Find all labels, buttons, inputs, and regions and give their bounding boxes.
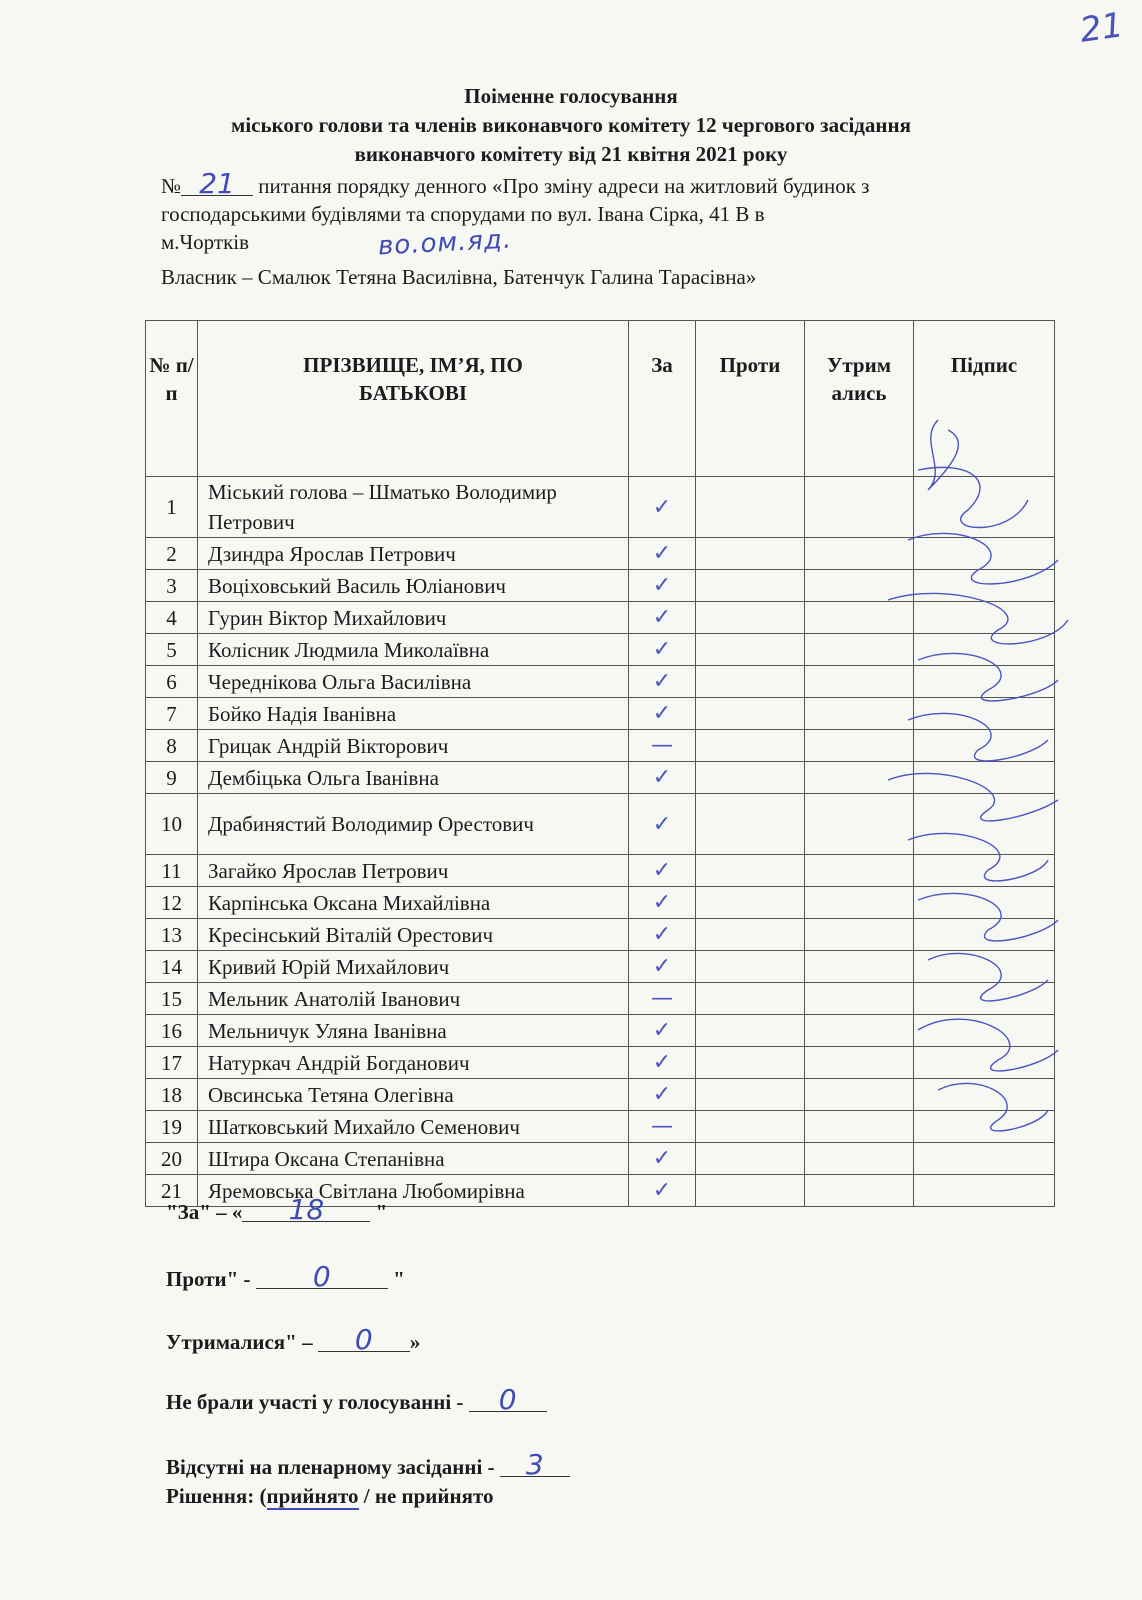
check-mark: ✓: [652, 701, 672, 726]
row-name: Гурин Віктор Михайлович: [198, 602, 629, 634]
owner-line: Власник – Смалюк Тетяна Василівна, Батенчук Галина Тарасівна»: [161, 265, 757, 289]
row-name: Шатковський Михайло Семенович: [198, 1111, 629, 1143]
check-mark: ✓: [652, 541, 672, 566]
row-against: [696, 1015, 805, 1047]
row-for-mark: [629, 477, 696, 538]
row-for-mark: [629, 634, 696, 666]
row-against: [696, 951, 805, 983]
row-for-mark: [629, 919, 696, 951]
handwritten-note: во.ом.яд.: [377, 224, 513, 262]
row-against: [696, 1143, 805, 1175]
row-against: [696, 730, 805, 762]
check-mark: ✓: [652, 669, 672, 694]
row-against: [696, 602, 805, 634]
row-for-mark: [629, 1175, 696, 1207]
check-mark: —: [651, 986, 673, 1011]
row-for-mark: [629, 951, 696, 983]
row-for-mark: [629, 983, 696, 1015]
row-name: Овсинська Тетяна Олегівна: [198, 1079, 629, 1111]
header-name: ПРІЗВИЩЕ, ІМ’Я, ПО БАТЬКОВІ: [198, 321, 629, 477]
summary-abstained: Утрималися" – 0 »: [166, 1323, 421, 1356]
row-name: Карпінська Оксана Михайлівна: [198, 887, 629, 919]
row-for-mark: [629, 1143, 696, 1175]
summary-for: "За" – « 18 ": [166, 1193, 388, 1226]
row-against: [696, 1111, 805, 1143]
row-number: 3: [146, 570, 198, 602]
row-for-mark: [629, 762, 696, 794]
row-for-mark: [629, 855, 696, 887]
row-number: 11: [146, 855, 198, 887]
row-for-mark: [629, 730, 696, 762]
row-for-mark: [629, 602, 696, 634]
row-name: Міський голова – Шматько Володимир Петрович: [198, 477, 629, 538]
check-mark: ✓: [652, 573, 672, 598]
row-number: 9: [146, 762, 198, 794]
check-mark: ✓: [652, 1018, 672, 1043]
row-number: 5: [146, 634, 198, 666]
check-mark: —: [651, 1114, 673, 1139]
summary-for-value: 18: [242, 1199, 370, 1222]
row-name: Драбинястий Володимир Орестович: [198, 794, 629, 855]
row-for-mark: [629, 794, 696, 855]
row-number: 20: [146, 1143, 198, 1175]
check-mark: ✓: [652, 811, 672, 837]
row-name: Череднікова Ольга Василівна: [198, 666, 629, 698]
signatures-scribble: [878, 400, 1078, 1180]
page-corner-number: 21: [1077, 5, 1126, 51]
row-name: Грицак Андрій Вікторович: [198, 730, 629, 762]
row-number: 14: [146, 951, 198, 983]
question-text-line3: м.Чортків: [161, 230, 250, 254]
row-number: 15: [146, 983, 198, 1015]
row-number: 21: [146, 1175, 198, 1207]
summary-absent-value: 3: [500, 1454, 570, 1477]
document-title: Поіменне голосування: [464, 84, 678, 108]
row-number: 6: [146, 666, 198, 698]
row-name: Бойко Надія Іванівна: [198, 698, 629, 730]
check-mark: ✓: [652, 1178, 672, 1203]
check-mark: ✓: [652, 494, 672, 520]
summary-decision: Рішення: (прийнято / не прийнято: [166, 1484, 494, 1508]
question-text-line2: господарськими будівлями та спорудами по вул. Івана Сірка, 41 В в: [161, 202, 765, 226]
row-name: Штира Оксана Степанівна: [198, 1143, 629, 1175]
document-subtitle-date: виконавчого комітету від 21 квітня 2021 року: [354, 142, 788, 166]
row-number: 16: [146, 1015, 198, 1047]
row-against: [696, 698, 805, 730]
check-mark: ✓: [652, 1146, 672, 1171]
check-mark: ✓: [652, 1050, 672, 1075]
row-number: 10: [146, 794, 198, 855]
summary-abstained-value: 0: [318, 1329, 410, 1352]
header-abstained: Утрим ались: [805, 321, 914, 477]
row-for-mark: [629, 666, 696, 698]
row-name: Колісник Людмила Миколаївна: [198, 634, 629, 666]
row-number: 4: [146, 602, 198, 634]
question-text-line1: питання порядку денного «Про зміну адреси на житловий будинок з: [258, 174, 870, 198]
row-against: [696, 855, 805, 887]
row-name: Загайко Ярослав Петрович: [198, 855, 629, 887]
row-number: 8: [146, 730, 198, 762]
row-against: [696, 538, 805, 570]
row-number: 17: [146, 1047, 198, 1079]
row-for-mark: [629, 570, 696, 602]
document-subtitle: міського голови та членів виконавчого комітету 12 чергового засідання: [231, 113, 911, 137]
header-against: Проти: [696, 321, 805, 477]
decision-rejected: не прийнято: [374, 1484, 494, 1508]
summary-against-value: 0: [256, 1266, 388, 1289]
check-mark: ✓: [652, 1082, 672, 1107]
summary-against: Проти" - 0 ": [166, 1260, 405, 1293]
row-number: 12: [146, 887, 198, 919]
row-for-mark: [629, 698, 696, 730]
row-name: Натуркач Андрій Богданович: [198, 1047, 629, 1079]
row-for-mark: [629, 538, 696, 570]
row-against: [696, 477, 805, 538]
row-name: Мельничук Уляна Іванівна: [198, 1015, 629, 1047]
header-for: За: [629, 321, 696, 477]
question-number-prefix: №: [161, 174, 182, 198]
row-for-mark: [629, 1047, 696, 1079]
row-number: 19: [146, 1111, 198, 1143]
row-number: 1: [146, 477, 198, 538]
row-for-mark: [629, 1079, 696, 1111]
check-mark: ✓: [652, 765, 672, 790]
row-number: 18: [146, 1079, 198, 1111]
row-name: Яремовська Світлана Любомирівна: [198, 1175, 629, 1207]
row-name: Воціховський Василь Юліанович: [198, 570, 629, 602]
row-for-mark: [629, 1111, 696, 1143]
row-against: [696, 794, 805, 855]
summary-not-voted: Не брали участі у голосуванні - 0: [166, 1389, 547, 1415]
row-name: Кривий Юрій Михайлович: [198, 951, 629, 983]
row-against: [696, 1079, 805, 1111]
row-for-mark: [629, 1015, 696, 1047]
row-name: Кресінський Віталій Орестович: [198, 919, 629, 951]
row-for-mark: [629, 887, 696, 919]
summary-not-voted-value: 0: [469, 1389, 547, 1412]
row-name: Дембіцька Ольга Іванівна: [198, 762, 629, 794]
row-against: [696, 983, 805, 1015]
check-mark: —: [651, 733, 673, 758]
row-against: [696, 1047, 805, 1079]
check-mark: ✓: [652, 637, 672, 662]
row-against: [696, 1175, 805, 1207]
row-against: [696, 762, 805, 794]
check-mark: ✓: [652, 858, 672, 883]
check-mark: ✓: [652, 605, 672, 630]
row-against: [696, 634, 805, 666]
header-signature: Підпис: [914, 321, 1055, 477]
check-mark: ✓: [652, 890, 672, 915]
row-name: Дзиндра Ярослав Петрович: [198, 538, 629, 570]
row-number: 2: [146, 538, 198, 570]
row-number: 7: [146, 698, 198, 730]
row-name: Мельник Анатолій Іванович: [198, 983, 629, 1015]
row-against: [696, 919, 805, 951]
check-mark: ✓: [652, 954, 672, 979]
check-mark: ✓: [652, 922, 672, 947]
row-against: [696, 887, 805, 919]
row-against: [696, 666, 805, 698]
summary-absent: Відсутні на пленарному засіданні - 3: [166, 1454, 570, 1480]
row-number: 13: [146, 919, 198, 951]
question-number-handwritten: 21: [181, 173, 253, 196]
row-against: [696, 570, 805, 602]
header-num: № п/п: [146, 321, 198, 477]
decision-accepted: прийнято: [266, 1484, 359, 1508]
question-paragraph: [161, 167, 1058, 256]
